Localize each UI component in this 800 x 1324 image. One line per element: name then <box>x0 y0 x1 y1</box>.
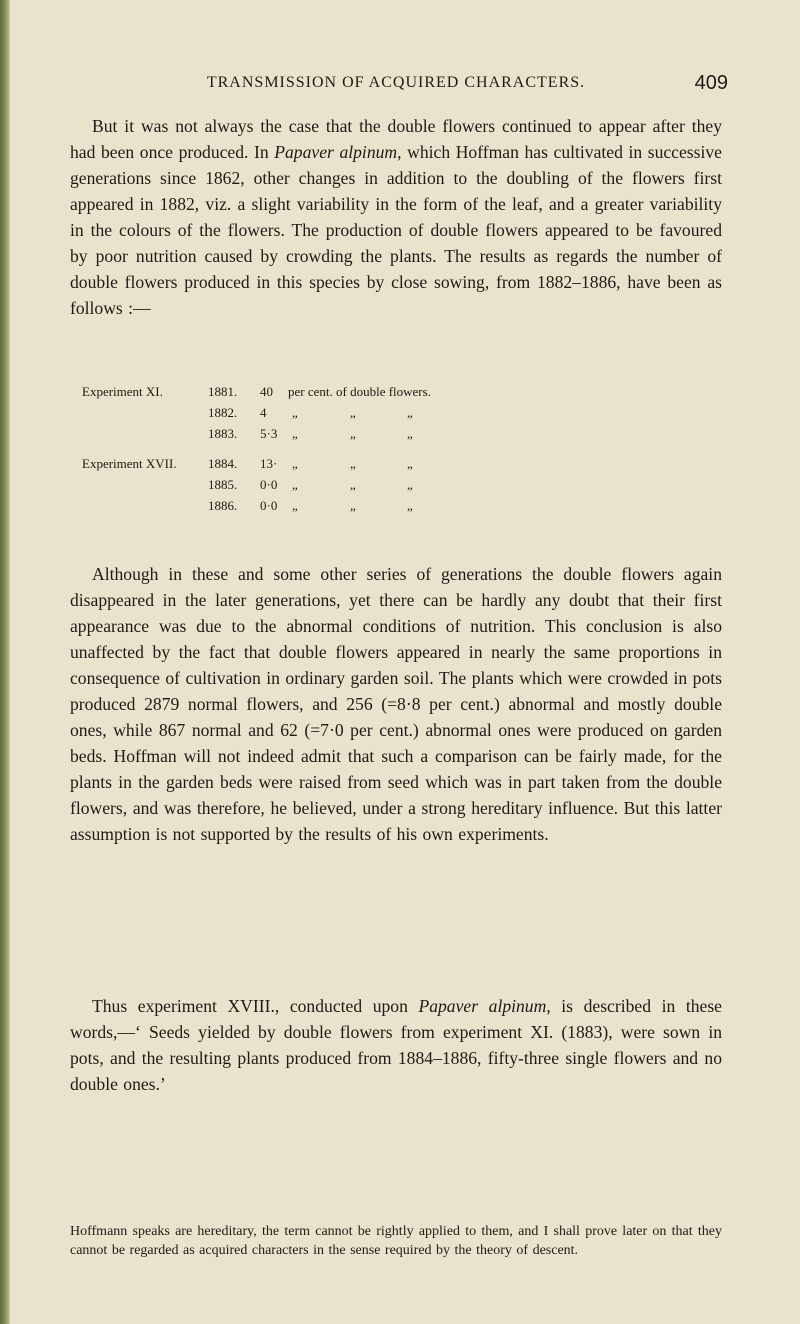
ditto-mark: „ <box>292 477 298 492</box>
ditto-mark: „ <box>292 426 298 441</box>
paragraph-3-text-a: Thus experiment XVIII., conducted upon <box>92 996 419 1016</box>
species-name-italic: Papaver alpinum, <box>418 996 551 1016</box>
species-name-italic: Papaver alpinum, <box>274 142 402 162</box>
year-cell: 1882. <box>208 405 238 420</box>
ditto-mark: „ <box>350 477 356 492</box>
footnote: Hoffmann speaks are hereditary, the term cannot be rightly applied to them, and I shall prove later on that they cannot be regarded as acquired characters in the sense required by the theory of descent. <box>70 1224 722 1258</box>
ditto-mark: „ <box>350 426 356 441</box>
running-title: TRANSMISSION OF ACQUIRED CHARACTERS. <box>206 74 586 91</box>
ditto-mark: „ <box>407 405 413 420</box>
ditto-mark: „ <box>350 456 356 471</box>
year-cell: 1886. <box>208 498 238 513</box>
page-number: 409 <box>694 72 728 94</box>
percent-cell: 0·0 <box>260 498 278 513</box>
book-page <box>70 0 728 1324</box>
percent-cell: 5·3 <box>260 426 278 441</box>
ditto-mark: „ <box>350 498 356 513</box>
experiment-label: Experiment XI. <box>82 384 163 399</box>
paragraph-3 <box>70 993 722 1097</box>
paragraph-1 <box>70 113 722 321</box>
paragraph-1-text-b: which Hoffman has cultivated in successive generations since 1862, other changes in addition to the doubling of the flowers first appeared in 1882, viz. a slight variability in the form of the leaf, and a greater variability in the colours of the flowers. The production of double flowers appeared to be favoured by poor nutrition caused by crowding the plants. The results as regards the number of double flowers produced in this species by close sowing, from 1882–1886, have been as follows :— <box>70 142 722 318</box>
ditto-mark: „ <box>407 426 413 441</box>
page-header <box>70 72 728 100</box>
year-cell: 1881. <box>208 384 238 399</box>
percent-cell: 4 <box>260 405 267 420</box>
year-cell: 1883. <box>208 426 238 441</box>
experiment-label: Experiment XVII. <box>82 456 177 471</box>
ditto-mark: „ <box>292 498 298 513</box>
year-cell: 1885. <box>208 477 238 492</box>
paragraph-3-text-b: is described in these words,—‘ Seeds yielded by double flowers from experiment XI. (1883), were sown in pots, and the resulting plants produced from 1884–1886, fifty-three single flowers and no double ones.’ <box>70 996 722 1094</box>
year-cell: 1884. <box>208 456 238 471</box>
ditto-mark: „ <box>292 405 298 420</box>
unit-cell: per cent. of double flowers. <box>288 384 431 399</box>
percent-cell: 13· <box>260 456 278 471</box>
percent-cell: 0·0 <box>260 477 278 492</box>
ditto-mark: „ <box>407 498 413 513</box>
paragraph-2: Although in these and some other series of generations the double flowers again disappeared in the later generations, yet there can be hardly any doubt that their first appearance was due to the abnormal conditions of nutrition. This conclusion is also unaffected by the fact that double flowers appeared in nearly the same proportions in consequence of cultivation in ordinary garden soil. The plants which were crowded in pots produced 2879 normal flowers, and 256 (=8·8 per cent.) abnormal and mostly double ones, while 867 normal and 62 (=7·0 per cent.) abnormal ones were produced on garden beds. Hoffman will not indeed admit that such a comparison can be fairly made, for the plants in the garden beds were raised from seed which was in part taken from the double flowers, and was therefore, he believed, under a strong hereditary influence. But this latter assumption is not supported by the results of his own experiments. <box>70 564 722 844</box>
book-binding-edge <box>0 0 10 1324</box>
percent-cell: 40 <box>260 384 273 399</box>
ditto-mark: „ <box>407 456 413 471</box>
ditto-mark: „ <box>407 477 413 492</box>
ditto-mark: „ <box>350 405 356 420</box>
paragraph-1-text-a: But it was not always the case that the double flowers continued to appear after they had been once produced. In <box>70 116 722 162</box>
ditto-mark: „ <box>292 456 298 471</box>
